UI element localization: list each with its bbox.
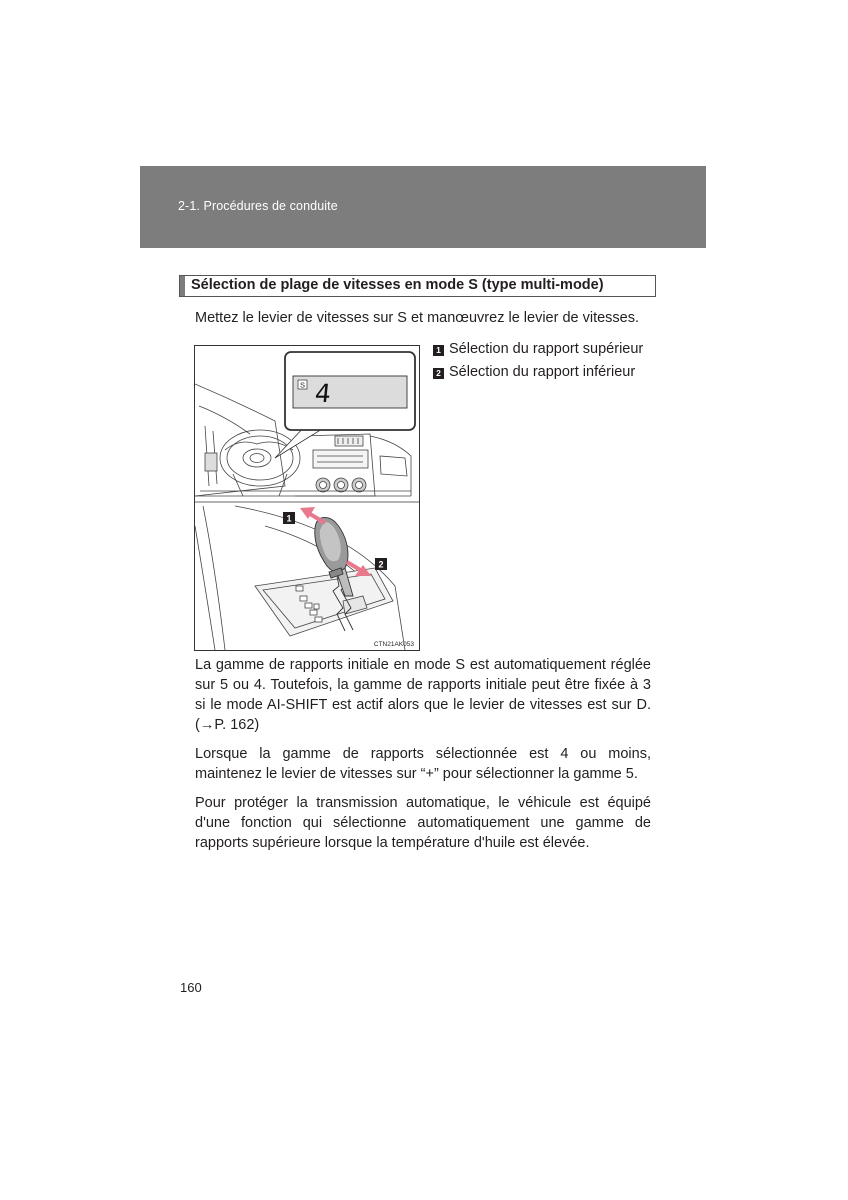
figure-code: CTN21AK053	[373, 641, 414, 648]
page-number: 160	[180, 980, 202, 995]
legend-number-badge: 1	[433, 345, 444, 356]
section-heading-box	[179, 275, 656, 297]
legend-label: Sélection du rapport supérieur	[449, 341, 644, 357]
console-drawing	[195, 506, 405, 650]
chapter-header-band	[140, 166, 706, 248]
callout-2-label: 2	[378, 559, 384, 570]
upshift-arrow	[300, 507, 325, 523]
display-gear-number: 4	[313, 379, 333, 408]
legend-item-downshift	[433, 364, 643, 387]
section-heading-title: Sélection de plage de vitesses en mode S (type multi-mode)	[191, 277, 604, 293]
paragraph-initial-range: La gamme de rapports initiale en mode S est automatiquement réglée sur 5 ou 4. Toutefois, la gamme de rapports initiale peut être fixée à 3 si le mode AI-SHIFT est actif alors que le levier de vitesses est sur D. (→P. 162)	[195, 657, 651, 733]
callout-1-label: 1	[286, 513, 292, 524]
shift-lever-illustration	[194, 345, 420, 651]
legend-number-badge: 2	[433, 368, 444, 379]
chapter-section-label: 2-1. Procédures de conduite	[178, 199, 338, 213]
figure-legend	[433, 341, 643, 387]
section-heading-marker	[180, 276, 185, 296]
paragraph-protection: Pour protéger la transmission automatique, le véhicule est équipé d'une fonction qui sélectionne automatiquement une gamme de rapports supérieure lorsque la température d'huile est élevée.	[195, 795, 651, 851]
intro-text: Mettez le levier de vitesses sur S et manœuvrez le levier de vitesses.	[195, 310, 640, 326]
display-mode-indicator: S	[299, 380, 306, 390]
legend-label: Sélection du rapport inférieur	[449, 364, 636, 380]
paragraph-hold-plus: Lorsque la gamme de rapports sélectionnée est 4 ou moins, maintenez le levier de vitesses sur “+” pour sélectionner la gamme 5.	[195, 746, 651, 782]
legend-item-upshift	[433, 341, 643, 364]
